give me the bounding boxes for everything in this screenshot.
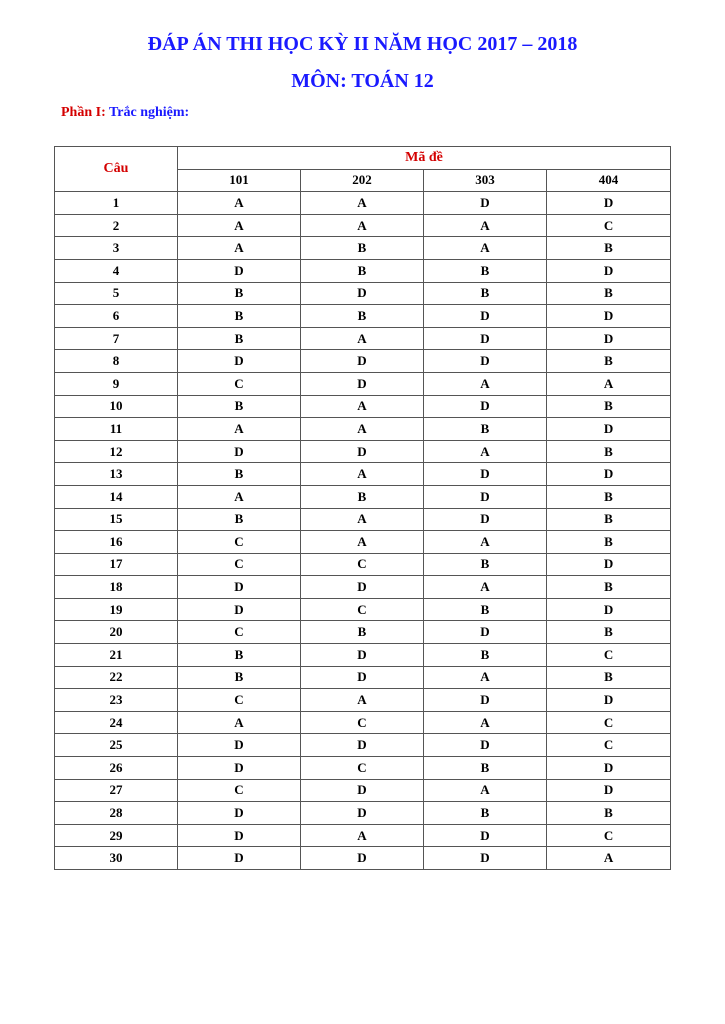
answer-cell: D bbox=[301, 644, 424, 667]
answer-cell: B bbox=[424, 757, 547, 780]
question-number: 24 bbox=[55, 711, 178, 734]
question-number: 25 bbox=[55, 734, 178, 757]
table-row bbox=[55, 757, 671, 780]
answer-cell: D bbox=[424, 327, 547, 350]
table-row bbox=[55, 282, 671, 305]
answer-cell: A bbox=[178, 711, 301, 734]
answer-cell: D bbox=[547, 463, 671, 486]
answer-cell: B bbox=[178, 327, 301, 350]
section-text: Trắc nghiệm: bbox=[108, 105, 190, 120]
answer-cell: B bbox=[424, 282, 547, 305]
question-number: 23 bbox=[55, 689, 178, 712]
answer-cell: B bbox=[178, 508, 301, 531]
answer-cell: D bbox=[178, 576, 301, 599]
exam-code-header: 101 bbox=[178, 169, 301, 192]
answer-cell: D bbox=[301, 282, 424, 305]
question-number: 1 bbox=[55, 192, 178, 215]
question-number: 13 bbox=[55, 463, 178, 486]
question-number: 15 bbox=[55, 508, 178, 531]
answer-cell: D bbox=[301, 802, 424, 825]
answer-cell: D bbox=[424, 485, 547, 508]
answer-cell: C bbox=[547, 711, 671, 734]
answer-cell: D bbox=[424, 463, 547, 486]
answer-cell: B bbox=[301, 621, 424, 644]
answer-cell: C bbox=[301, 598, 424, 621]
answer-cell: D bbox=[424, 508, 547, 531]
answer-cell: D bbox=[547, 305, 671, 328]
subject-title: MÔN: TOÁN 12 bbox=[291, 70, 434, 92]
exam-code-header: 202 bbox=[301, 169, 424, 192]
table-row bbox=[55, 327, 671, 350]
table-row bbox=[55, 463, 671, 486]
answer-cell: D bbox=[547, 418, 671, 441]
answer-cell: B bbox=[547, 508, 671, 531]
question-number: 17 bbox=[55, 553, 178, 576]
table-row bbox=[55, 576, 671, 599]
question-number: 27 bbox=[55, 779, 178, 802]
answer-cell: B bbox=[547, 531, 671, 554]
answer-cell: B bbox=[301, 485, 424, 508]
answer-cell: D bbox=[178, 824, 301, 847]
answer-cell: A bbox=[301, 508, 424, 531]
table-row bbox=[55, 711, 671, 734]
table-row bbox=[55, 644, 671, 667]
question-number: 28 bbox=[55, 802, 178, 825]
answer-cell: A bbox=[301, 395, 424, 418]
table-row bbox=[55, 824, 671, 847]
answer-cell: B bbox=[547, 282, 671, 305]
answer-cell: B bbox=[178, 305, 301, 328]
question-number: 9 bbox=[55, 372, 178, 395]
answer-cell: D bbox=[301, 847, 424, 870]
page-title: ĐÁP ÁN THI HỌC KỲ II NĂM HỌC 2017 – 2018 bbox=[147, 33, 578, 55]
question-number: 6 bbox=[55, 305, 178, 328]
answer-cell: D bbox=[301, 440, 424, 463]
answer-cell: B bbox=[547, 576, 671, 599]
table-header-row bbox=[55, 147, 671, 170]
question-number: 5 bbox=[55, 282, 178, 305]
answer-cell: C bbox=[178, 689, 301, 712]
answer-cell: D bbox=[178, 440, 301, 463]
question-number: 22 bbox=[55, 666, 178, 689]
answer-table-body bbox=[55, 192, 671, 870]
table-row bbox=[55, 508, 671, 531]
question-number: 16 bbox=[55, 531, 178, 554]
section-heading bbox=[61, 104, 189, 122]
question-number: 21 bbox=[55, 644, 178, 667]
question-number: 30 bbox=[55, 847, 178, 870]
answer-cell: B bbox=[301, 259, 424, 282]
answer-cell: B bbox=[547, 395, 671, 418]
answer-table bbox=[54, 146, 671, 870]
answer-cell: B bbox=[301, 237, 424, 260]
answer-cell: A bbox=[424, 372, 547, 395]
answer-cell: D bbox=[178, 757, 301, 780]
answer-cell: D bbox=[301, 350, 424, 373]
question-number: 14 bbox=[55, 485, 178, 508]
question-column-header: Câu bbox=[55, 147, 178, 192]
answer-cell: B bbox=[424, 259, 547, 282]
answer-cell: D bbox=[424, 621, 547, 644]
answer-cell: D bbox=[547, 553, 671, 576]
table-row bbox=[55, 847, 671, 870]
question-number: 12 bbox=[55, 440, 178, 463]
table-row bbox=[55, 689, 671, 712]
answer-cell: A bbox=[178, 214, 301, 237]
answer-cell: C bbox=[547, 214, 671, 237]
table-row bbox=[55, 192, 671, 215]
answer-cell: B bbox=[547, 237, 671, 260]
answer-cell: A bbox=[424, 214, 547, 237]
question-number: 10 bbox=[55, 395, 178, 418]
answer-cell: B bbox=[547, 666, 671, 689]
question-number: 18 bbox=[55, 576, 178, 599]
answer-cell: D bbox=[301, 372, 424, 395]
answer-cell: A bbox=[178, 418, 301, 441]
answer-cell: D bbox=[424, 734, 547, 757]
answer-cell: D bbox=[424, 350, 547, 373]
answer-cell: B bbox=[547, 350, 671, 373]
answer-cell: B bbox=[178, 395, 301, 418]
table-row bbox=[55, 259, 671, 282]
answer-cell: A bbox=[424, 666, 547, 689]
answer-cell: C bbox=[301, 553, 424, 576]
answer-cell: A bbox=[547, 372, 671, 395]
answer-cell: D bbox=[301, 576, 424, 599]
answer-cell: B bbox=[301, 305, 424, 328]
answer-cell: C bbox=[301, 757, 424, 780]
answer-cell: B bbox=[424, 598, 547, 621]
answer-cell: D bbox=[547, 779, 671, 802]
answer-cell: D bbox=[424, 689, 547, 712]
answer-cell: A bbox=[424, 779, 547, 802]
question-number: 2 bbox=[55, 214, 178, 237]
answer-cell: A bbox=[301, 214, 424, 237]
table-row bbox=[55, 214, 671, 237]
table-row bbox=[55, 237, 671, 260]
answer-cell: B bbox=[547, 485, 671, 508]
answer-cell: D bbox=[424, 847, 547, 870]
answer-cell: B bbox=[178, 463, 301, 486]
answer-cell: C bbox=[547, 824, 671, 847]
answer-cell: A bbox=[301, 689, 424, 712]
answer-cell: D bbox=[424, 395, 547, 418]
answer-cell: B bbox=[424, 418, 547, 441]
answer-cell: D bbox=[424, 824, 547, 847]
answer-cell: B bbox=[424, 644, 547, 667]
table-row bbox=[55, 350, 671, 373]
answer-cell: D bbox=[178, 350, 301, 373]
table-row bbox=[55, 531, 671, 554]
answer-cell: A bbox=[178, 485, 301, 508]
answer-cell: A bbox=[547, 847, 671, 870]
answer-cell: A bbox=[178, 237, 301, 260]
answer-cell: D bbox=[547, 327, 671, 350]
answer-cell: A bbox=[424, 576, 547, 599]
answer-cell: A bbox=[301, 327, 424, 350]
answer-cell: D bbox=[178, 259, 301, 282]
answer-cell: C bbox=[178, 372, 301, 395]
answer-cell: A bbox=[301, 531, 424, 554]
section-label: Phần I: bbox=[61, 105, 106, 120]
answer-cell: C bbox=[178, 531, 301, 554]
answer-cell: D bbox=[301, 779, 424, 802]
question-number: 19 bbox=[55, 598, 178, 621]
answer-cell: B bbox=[424, 553, 547, 576]
exam-code-header: 404 bbox=[547, 169, 671, 192]
answer-cell: A bbox=[424, 531, 547, 554]
answer-cell: A bbox=[301, 463, 424, 486]
table-row bbox=[55, 734, 671, 757]
table-row bbox=[55, 598, 671, 621]
exam-code-group-header: Mã đề bbox=[178, 147, 671, 170]
answer-cell: D bbox=[301, 734, 424, 757]
answer-cell: C bbox=[547, 734, 671, 757]
answer-cell: C bbox=[178, 553, 301, 576]
answer-cell: A bbox=[424, 440, 547, 463]
answer-cell: D bbox=[547, 689, 671, 712]
answer-cell: D bbox=[178, 598, 301, 621]
question-number: 20 bbox=[55, 621, 178, 644]
answer-cell: B bbox=[547, 621, 671, 644]
table-row bbox=[55, 553, 671, 576]
answer-cell: C bbox=[301, 711, 424, 734]
table-row bbox=[55, 666, 671, 689]
question-number: 7 bbox=[55, 327, 178, 350]
question-number: 29 bbox=[55, 824, 178, 847]
answer-cell: B bbox=[424, 802, 547, 825]
table-row bbox=[55, 440, 671, 463]
answer-cell: D bbox=[547, 598, 671, 621]
answer-cell: A bbox=[178, 192, 301, 215]
answer-cell: A bbox=[424, 711, 547, 734]
answer-cell: D bbox=[547, 757, 671, 780]
question-number: 4 bbox=[55, 259, 178, 282]
question-number: 11 bbox=[55, 418, 178, 441]
answer-cell: A bbox=[301, 824, 424, 847]
answer-cell: A bbox=[301, 192, 424, 215]
answer-cell: D bbox=[301, 666, 424, 689]
answer-cell: D bbox=[178, 847, 301, 870]
answer-cell: D bbox=[547, 259, 671, 282]
answer-cell: B bbox=[547, 802, 671, 825]
answer-cell: B bbox=[178, 666, 301, 689]
table-row bbox=[55, 779, 671, 802]
table-row bbox=[55, 485, 671, 508]
table-row bbox=[55, 621, 671, 644]
answer-cell: D bbox=[547, 192, 671, 215]
answer-cell: A bbox=[424, 237, 547, 260]
answer-cell: C bbox=[178, 779, 301, 802]
answer-cell: A bbox=[301, 418, 424, 441]
table-row bbox=[55, 372, 671, 395]
question-number: 8 bbox=[55, 350, 178, 373]
answer-cell: D bbox=[178, 802, 301, 825]
answer-cell: C bbox=[178, 621, 301, 644]
table-row bbox=[55, 802, 671, 825]
table-row bbox=[55, 418, 671, 441]
answer-cell: D bbox=[178, 734, 301, 757]
answer-cell: D bbox=[424, 192, 547, 215]
exam-code-header: 303 bbox=[424, 169, 547, 192]
table-row bbox=[55, 395, 671, 418]
answer-cell: B bbox=[547, 440, 671, 463]
answer-cell: B bbox=[178, 644, 301, 667]
question-number: 3 bbox=[55, 237, 178, 260]
table-row bbox=[55, 305, 671, 328]
answer-cell: D bbox=[424, 305, 547, 328]
answer-cell: B bbox=[178, 282, 301, 305]
question-number: 26 bbox=[55, 757, 178, 780]
answer-cell: C bbox=[547, 644, 671, 667]
